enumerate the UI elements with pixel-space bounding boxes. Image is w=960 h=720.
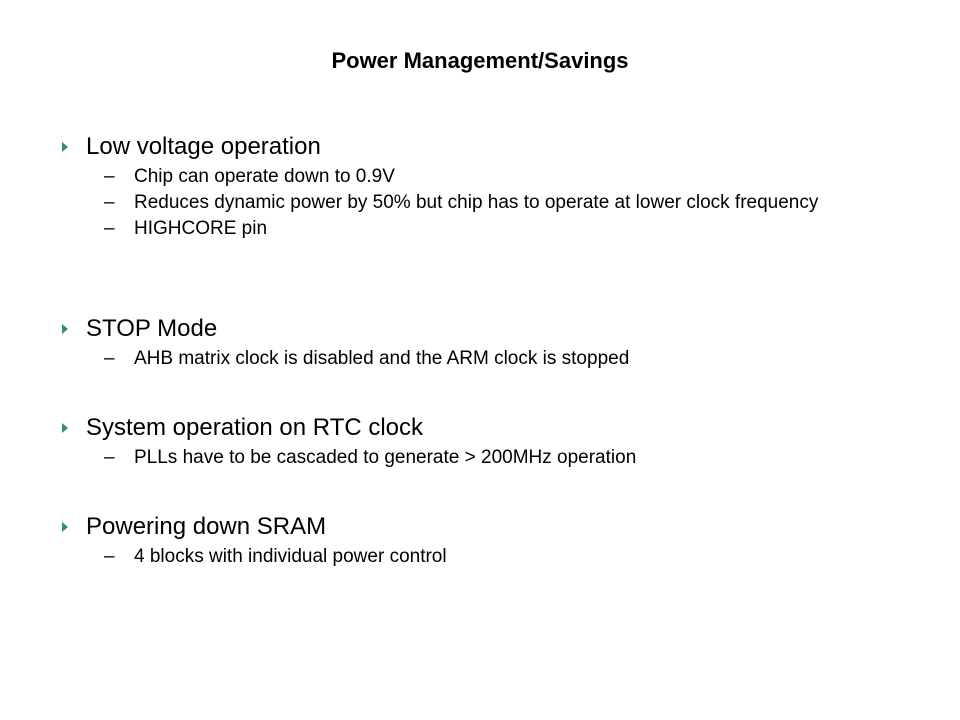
dash-marker: – [104, 447, 115, 468]
sub-list [62, 445, 922, 471]
bullet-item [62, 314, 922, 344]
sub-item-text: PLLs have to be cascaded to generate > 200MHz operation [134, 447, 637, 468]
bullet-text: Powering down SRAM [86, 513, 327, 540]
bullet-text: STOP Mode [86, 315, 218, 342]
bullet-item [62, 512, 922, 542]
arrow-right-icon [62, 142, 68, 152]
arrow-right-icon [62, 522, 68, 532]
bullet-text: Low voltage operation [86, 133, 321, 160]
sub-item [62, 445, 922, 471]
sub-item-text: AHB matrix clock is disabled and the ARM clock is stopped [134, 348, 630, 369]
dash-marker: – [104, 166, 115, 187]
sub-item-text: Chip can operate down to 0.9V [134, 166, 395, 187]
sub-list [62, 346, 922, 372]
sub-item [62, 190, 922, 216]
sub-item-text: HIGHCORE pin [134, 218, 268, 239]
sub-item [62, 216, 922, 242]
bullet-group [62, 512, 922, 570]
dash-marker: – [104, 348, 115, 369]
bullet-group [62, 132, 922, 242]
arrow-right-icon [62, 324, 68, 334]
bullet-group [62, 413, 922, 471]
dash-marker: – [104, 192, 115, 213]
bullet-text: System operation on RTC clock [86, 414, 424, 441]
sub-item [62, 346, 922, 372]
sub-item-text: 4 blocks with individual power control [134, 546, 447, 567]
sub-list [62, 544, 922, 570]
dash-marker: – [104, 546, 115, 567]
dash-marker: – [104, 218, 115, 239]
bullet-item [62, 413, 922, 443]
arrow-right-icon [62, 423, 68, 433]
sub-item-text: Reduces dynamic power by 50% but chip has to operate at lower clock frequency [134, 192, 819, 213]
bullet-item [62, 132, 922, 162]
slide-title: Power Management/Savings [331, 48, 629, 73]
sub-item [62, 164, 922, 190]
sub-list [62, 164, 922, 242]
sub-item [62, 544, 922, 570]
bullet-group [62, 314, 922, 372]
